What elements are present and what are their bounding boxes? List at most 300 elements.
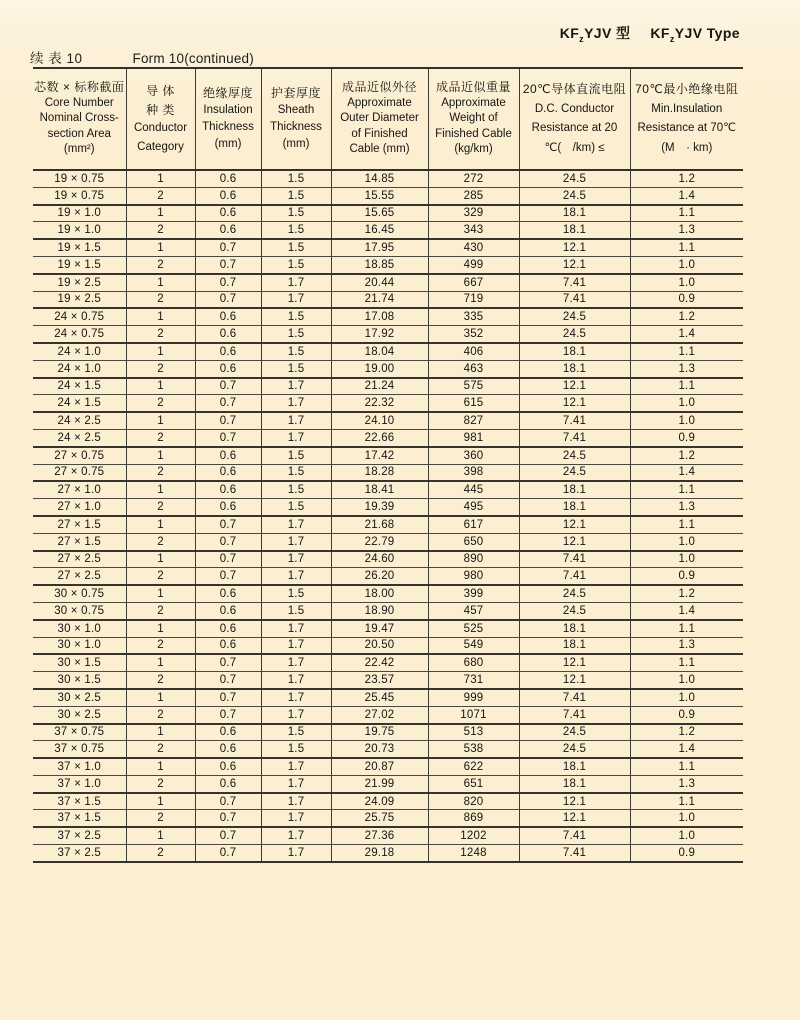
table-cell: 538	[428, 741, 519, 758]
table-cell: 1.3	[630, 775, 743, 792]
table-row	[33, 291, 743, 308]
column-header-line: 绝缘厚度	[202, 86, 253, 100]
table-cell: 22.42	[331, 654, 428, 671]
table-cell: 457	[428, 602, 519, 619]
table-row	[33, 187, 743, 204]
column-header-line: Thickness	[202, 121, 254, 133]
table-cell: 1.2	[630, 447, 743, 464]
table-cell: 430	[428, 239, 519, 256]
table-cell: 1.7	[261, 516, 331, 533]
table-cell: 7.41	[519, 274, 630, 291]
table-cell: 2	[126, 464, 195, 481]
table-cell: 1.5	[261, 741, 331, 758]
table-cell: 27 × 1.0	[33, 481, 126, 498]
table-cell: 20.87	[331, 758, 428, 775]
column-header-line: Thickness	[270, 121, 322, 133]
table-cell: 1.5	[261, 724, 331, 741]
table-row	[33, 464, 743, 481]
column-header-line: 70℃最小绝缘电阻	[635, 82, 739, 96]
table-cell: 0.7	[195, 395, 261, 412]
column-header-line: section Area	[47, 127, 111, 140]
table-cell: 18.90	[331, 602, 428, 619]
table-cell: 21.68	[331, 516, 428, 533]
table-cell: 12.1	[519, 516, 630, 533]
table-cell: 2	[126, 222, 195, 239]
table-cell: 2	[126, 845, 195, 862]
table-row	[33, 343, 743, 360]
table-cell: 0.6	[195, 308, 261, 325]
table-cell: 1.5	[261, 464, 331, 481]
table-cell: 398	[428, 464, 519, 481]
table-cell: 1202	[428, 827, 519, 844]
table-cell: 2	[126, 706, 195, 723]
table-row	[33, 274, 743, 291]
table-cell: 12.1	[519, 378, 630, 395]
column-header	[331, 68, 428, 170]
table-cell: 37 × 2.5	[33, 827, 126, 844]
table-cell: 25.45	[331, 689, 428, 706]
table-cell: 1.4	[630, 602, 743, 619]
table-cell: 17.95	[331, 239, 428, 256]
table-cell: 16.45	[331, 222, 428, 239]
table-cell: 0.7	[195, 239, 261, 256]
table-row	[33, 447, 743, 464]
table-cell: 7.41	[519, 412, 630, 429]
table-cell: 1.7	[261, 620, 331, 637]
table-cell: 12.1	[519, 533, 630, 550]
table-row	[33, 499, 743, 516]
table-cell: 7.41	[519, 827, 630, 844]
table-cell: 999	[428, 689, 519, 706]
table-cell: 18.1	[519, 343, 630, 360]
table-cell: 2	[126, 741, 195, 758]
table-cell: 0.6	[195, 447, 261, 464]
table-cell: 12.1	[519, 239, 630, 256]
table-cell: 1.5	[261, 256, 331, 273]
table-cell: 0.7	[195, 256, 261, 273]
table-cell: 0.7	[195, 810, 261, 827]
table-cell: 24.5	[519, 602, 630, 619]
table-cell: 1.7	[261, 758, 331, 775]
table-cell: 18.1	[519, 775, 630, 792]
table-cell: 1.1	[630, 516, 743, 533]
table-cell: 2	[126, 533, 195, 550]
table-row	[33, 810, 743, 827]
table-cell: 1.1	[630, 343, 743, 360]
table-cell: 1	[126, 170, 195, 187]
table-cell: 19.75	[331, 724, 428, 741]
table-row	[33, 585, 743, 602]
table-cell: 1	[126, 551, 195, 568]
table-cell: 1.7	[261, 551, 331, 568]
table-cell: 0.7	[195, 568, 261, 585]
table-cell: 19 × 0.75	[33, 187, 126, 204]
table-cell: 1.0	[630, 274, 743, 291]
table-cell: 399	[428, 585, 519, 602]
table-row	[33, 620, 743, 637]
table-cell: 24 × 2.5	[33, 412, 126, 429]
table-cell: 1.1	[630, 620, 743, 637]
table-cell: 17.08	[331, 308, 428, 325]
table-cell: 0.7	[195, 706, 261, 723]
table-row	[33, 516, 743, 533]
column-header-line: Sheath	[277, 104, 315, 116]
table-cell: 24 × 2.5	[33, 429, 126, 446]
table-cell: 2	[126, 499, 195, 516]
table-cell: 7.41	[519, 845, 630, 862]
table-cell: 495	[428, 499, 519, 516]
table-cell: 1.7	[261, 274, 331, 291]
table-cell: 15.65	[331, 205, 428, 222]
table-cell: 0.7	[195, 827, 261, 844]
table-cell: 0.6	[195, 585, 261, 602]
table-cell: 1.1	[630, 378, 743, 395]
model-subscript: z	[669, 33, 675, 44]
table-cell: 651	[428, 775, 519, 792]
table-cell: 0.6	[195, 481, 261, 498]
table-cell: 2	[126, 291, 195, 308]
table-cell: 0.6	[195, 637, 261, 654]
table-cell: 7.41	[519, 706, 630, 723]
table-cell: 24.5	[519, 308, 630, 325]
table-row	[33, 827, 743, 844]
column-header-line: Finished Cable	[435, 127, 512, 140]
table-cell: 19 × 1.5	[33, 256, 126, 273]
table-row	[33, 775, 743, 792]
column-header-line: Resistance at 20	[531, 122, 618, 134]
table-row	[33, 222, 743, 239]
table-cell: 0.6	[195, 724, 261, 741]
table-cell: 1.7	[261, 291, 331, 308]
table-row	[33, 533, 743, 550]
table-cell: 24.5	[519, 170, 630, 187]
table-cell: 1.7	[261, 378, 331, 395]
table-cell: 1.7	[261, 395, 331, 412]
table-cell: 820	[428, 793, 519, 810]
column-header-line: Nominal Cross-	[39, 112, 119, 125]
table-cell: 1.5	[261, 308, 331, 325]
table-cell: 0.7	[195, 429, 261, 446]
table-cell: 24.5	[519, 741, 630, 758]
table-cell: 0.6	[195, 187, 261, 204]
table-cell: 2	[126, 672, 195, 689]
table-cell: 21.74	[331, 291, 428, 308]
table-cell: 1	[126, 308, 195, 325]
table-cell: 1.1	[630, 481, 743, 498]
table-cell: 27 × 1.5	[33, 516, 126, 533]
table-cell: 37 × 1.0	[33, 758, 126, 775]
column-header-line: (mm)	[282, 138, 310, 150]
column-header-line: D.C. Conductor	[534, 102, 615, 115]
table-cell: 19 × 2.5	[33, 274, 126, 291]
table-row	[33, 845, 743, 862]
table-cell: 869	[428, 810, 519, 827]
table-cell: 19.39	[331, 499, 428, 516]
table-cell: 25.75	[331, 810, 428, 827]
table-cell: 7.41	[519, 568, 630, 585]
table-cell: 1.7	[261, 672, 331, 689]
table-cell: 37 × 1.5	[33, 793, 126, 810]
table-cell: 1.7	[261, 412, 331, 429]
table-cell: 272	[428, 170, 519, 187]
table-cell: 1	[126, 585, 195, 602]
table-cell: 2	[126, 360, 195, 377]
table-row	[33, 481, 743, 498]
table-cell: 18.1	[519, 481, 630, 498]
table-cell: 1.3	[630, 499, 743, 516]
table-cell: 1.1	[630, 758, 743, 775]
table-cell: 1.0	[630, 672, 743, 689]
table-cell: 0.7	[195, 672, 261, 689]
table-cell: 17.42	[331, 447, 428, 464]
table-cell: 343	[428, 222, 519, 239]
table-cell: 17.92	[331, 326, 428, 343]
table-cell: 1.1	[630, 654, 743, 671]
table-cell: 30 × 0.75	[33, 602, 126, 619]
table-cell: 19.00	[331, 360, 428, 377]
table-cell: 1.1	[630, 239, 743, 256]
table-cell: 617	[428, 516, 519, 533]
table-cell: 463	[428, 360, 519, 377]
table-cell: 2	[126, 395, 195, 412]
table-cell: 18.1	[519, 360, 630, 377]
model-name-en: $KF_zYJV$ Type	[650, 25, 740, 44]
table-cell: 1	[126, 689, 195, 706]
column-header-line: Approximate	[441, 96, 506, 109]
column-header-line: 种 类	[146, 102, 175, 117]
table-cell: 37 × 1.5	[33, 810, 126, 827]
table-cell: 667	[428, 274, 519, 291]
table-cell: 15.55	[331, 187, 428, 204]
table-cell: 22.32	[331, 395, 428, 412]
table-cell: 1.5	[261, 326, 331, 343]
table-cell: 1	[126, 516, 195, 533]
table-cell: 0.6	[195, 620, 261, 637]
table-cell: 513	[428, 724, 519, 741]
table-cell: 285	[428, 187, 519, 204]
table-cell: 1.7	[261, 810, 331, 827]
table-cell: 18.85	[331, 256, 428, 273]
table-cell: 24.5	[519, 464, 630, 481]
table-cell: 24.5	[519, 585, 630, 602]
table-cell: 1248	[428, 845, 519, 862]
table-cell: 19 × 0.75	[33, 170, 126, 187]
column-header-line: 成品近似重量	[435, 80, 511, 95]
table-cell: 719	[428, 291, 519, 308]
table-cell: 1.7	[261, 775, 331, 792]
table-cell: 7.41	[519, 429, 630, 446]
table-cell: 20.73	[331, 741, 428, 758]
table-cell: 1	[126, 239, 195, 256]
table-row	[33, 308, 743, 325]
table-cell: 37 × 0.75	[33, 724, 126, 741]
column-header-line: Min.Insulation	[651, 102, 723, 115]
caption-zh: 续 表 10	[30, 51, 83, 66]
table-cell: 2	[126, 187, 195, 204]
table-cell: 615	[428, 395, 519, 412]
table-cell: 1.0	[630, 827, 743, 844]
table-cell: 27 × 1.0	[33, 499, 126, 516]
table-cell: 1.2	[630, 308, 743, 325]
table-cell: 0.7	[195, 533, 261, 550]
table-cell: 980	[428, 568, 519, 585]
table-cell: 24.5	[519, 447, 630, 464]
table-cell: 1.0	[630, 810, 743, 827]
table-cell: 0.7	[195, 516, 261, 533]
table-cell: 2	[126, 602, 195, 619]
table-cell: 2	[126, 256, 195, 273]
table-cell: 37 × 2.5	[33, 845, 126, 862]
table-cell: 1.7	[261, 568, 331, 585]
table-cell: 1.3	[630, 360, 743, 377]
table-cell: 18.1	[519, 758, 630, 775]
table-row	[33, 568, 743, 585]
table-cell: 24.09	[331, 793, 428, 810]
table-cell: 335	[428, 308, 519, 325]
table-cell: 24.10	[331, 412, 428, 429]
table-row	[33, 551, 743, 568]
table-cell: 0.7	[195, 274, 261, 291]
table-cell: 1.7	[261, 533, 331, 550]
table-cell: 1.3	[630, 222, 743, 239]
table-cell: 1.5	[261, 187, 331, 204]
table-row	[33, 689, 743, 706]
table-cell: 1	[126, 758, 195, 775]
table-cell: 1	[126, 827, 195, 844]
table-cell: 1.5	[261, 170, 331, 187]
table-cell: 24.5	[519, 326, 630, 343]
table-cell: 24.5	[519, 187, 630, 204]
table-cell: 24.60	[331, 551, 428, 568]
table-cell: 18.1	[519, 499, 630, 516]
table-cell: 1.0	[630, 689, 743, 706]
table-cell: 12.1	[519, 395, 630, 412]
table-cell: 21.99	[331, 775, 428, 792]
table-cell: 27 × 0.75	[33, 447, 126, 464]
table-row	[33, 672, 743, 689]
table-cell: 20.50	[331, 637, 428, 654]
table-cell: 2	[126, 326, 195, 343]
table-cell: 24 × 1.5	[33, 395, 126, 412]
table-cell: 2	[126, 810, 195, 827]
table-cell: 1.0	[630, 395, 743, 412]
table-cell: 30 × 1.5	[33, 672, 126, 689]
table-cell: 650	[428, 533, 519, 550]
model-name-zh: $KF_zYJV$ 型	[559, 25, 631, 44]
table-row	[33, 256, 743, 273]
table-cell: 2	[126, 568, 195, 585]
table-cell: 30 × 1.5	[33, 654, 126, 671]
table-cell: 1.5	[261, 481, 331, 498]
table-cell: 731	[428, 672, 519, 689]
table-cell: 0.7	[195, 654, 261, 671]
table-cell: 827	[428, 412, 519, 429]
table-cell: 0.6	[195, 602, 261, 619]
table-cell: 1.0	[630, 256, 743, 273]
table-cell: 1.5	[261, 222, 331, 239]
column-header-line: 芯数 × 标称截面	[34, 80, 125, 95]
table-cell: 0.6	[195, 205, 261, 222]
table-cell: 1	[126, 654, 195, 671]
table-cell: 1.7	[261, 706, 331, 723]
column-header-line: Weight of	[449, 112, 498, 125]
table-cell: 18.1	[519, 620, 630, 637]
table-cell: 19 × 1.0	[33, 222, 126, 239]
column-header-line: Category	[137, 140, 184, 153]
table-row	[33, 602, 743, 619]
column-header	[126, 68, 195, 170]
table-cell: 12.1	[519, 810, 630, 827]
table-cell: 18.1	[519, 222, 630, 239]
column-header	[33, 68, 126, 170]
table-cell: 1.5	[261, 360, 331, 377]
table-cell: 1.1	[630, 205, 743, 222]
table-row	[33, 706, 743, 723]
table-cell: 0.6	[195, 343, 261, 360]
table-cell: 24.5	[519, 724, 630, 741]
column-header-line: (mm)	[214, 138, 242, 150]
table-cell: 360	[428, 447, 519, 464]
table-cell: 1.4	[630, 741, 743, 758]
column-header-line: 20℃导体直流电阻	[522, 82, 627, 96]
table-cell: 0.6	[195, 170, 261, 187]
column-header-line: 护套厚度	[270, 86, 321, 100]
table-row	[33, 637, 743, 654]
table-cell: 12.1	[519, 672, 630, 689]
table-cell: 27 × 2.5	[33, 568, 126, 585]
table-cell: 20.44	[331, 274, 428, 291]
table-cell: 12.1	[519, 793, 630, 810]
table-cell: 0.7	[195, 845, 261, 862]
table-row	[33, 758, 743, 775]
table-cell: 37 × 0.75	[33, 741, 126, 758]
table-cell: 7.41	[519, 551, 630, 568]
table-row	[33, 741, 743, 758]
table-row	[33, 326, 743, 343]
table-cell: 2	[126, 637, 195, 654]
table-cell: 18.04	[331, 343, 428, 360]
table-cell: 1.5	[261, 343, 331, 360]
header-row	[33, 68, 743, 170]
table-cell: 26.20	[331, 568, 428, 585]
table-row	[33, 170, 743, 187]
table-cell: 1071	[428, 706, 519, 723]
column-header-line: of Finished	[351, 127, 408, 140]
table-cell: 0.6	[195, 499, 261, 516]
table-cell: 1.2	[630, 585, 743, 602]
table-cell: 1	[126, 343, 195, 360]
table-cell: 2	[126, 429, 195, 446]
table-cell: 0.6	[195, 326, 261, 343]
table-cell: 1.5	[261, 239, 331, 256]
table-cell: 1.5	[261, 602, 331, 619]
table-cell: 24 × 0.75	[33, 308, 126, 325]
table-cell: 30 × 1.0	[33, 620, 126, 637]
table-cell: 0.9	[630, 706, 743, 723]
table-cell: 12.1	[519, 654, 630, 671]
table-cell: 0.9	[630, 291, 743, 308]
table-row	[33, 412, 743, 429]
table-row	[33, 654, 743, 671]
table-cell: 1.5	[261, 585, 331, 602]
column-header	[195, 68, 261, 170]
table-cell: 23.57	[331, 672, 428, 689]
table-cell: 30 × 1.0	[33, 637, 126, 654]
column-header-line: Cable (mm)	[349, 143, 410, 156]
column-header-line: Resistance at 70℃	[637, 122, 737, 134]
table-cell: 1.2	[630, 170, 743, 187]
table-cell: 24 × 1.0	[33, 343, 126, 360]
